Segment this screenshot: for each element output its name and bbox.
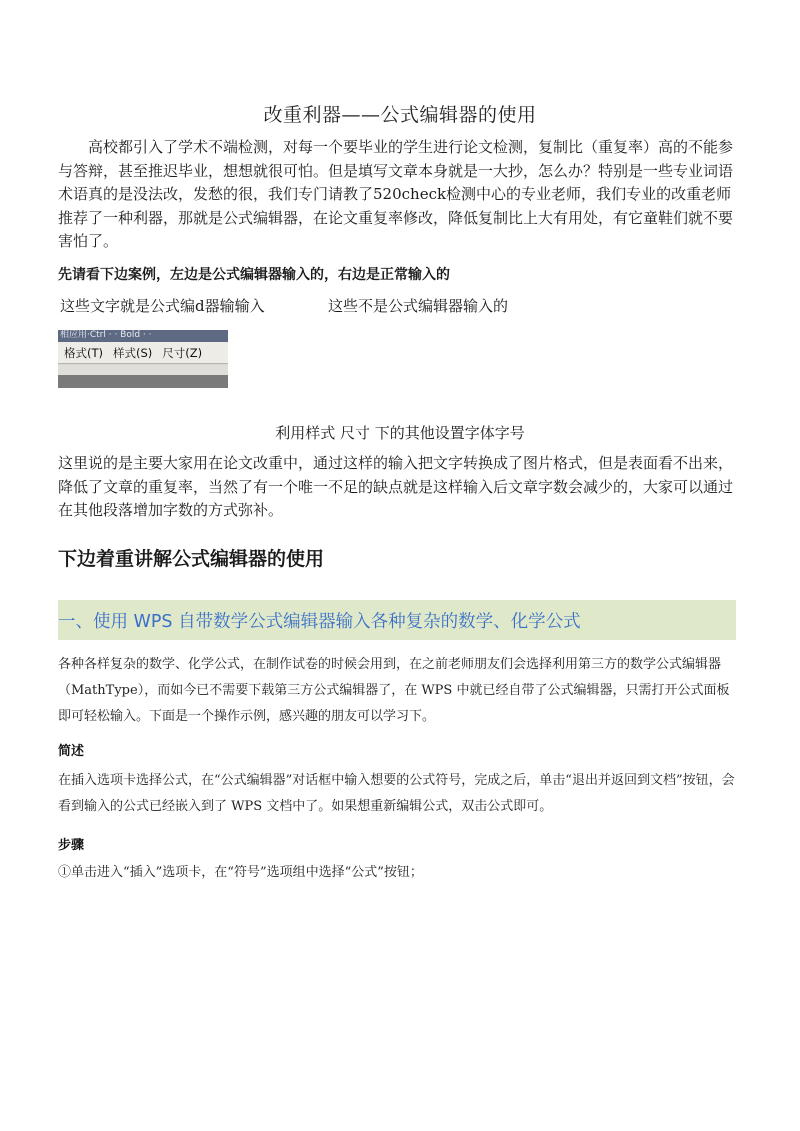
case-heading: 先请看下边案例，左边是公式编辑器输入的，右边是正常输入的 [58,267,450,283]
wps-heading-text: 一、使用 WPS 自带数学公式编辑器输入各种复杂的数学、化学公式 [58,611,581,632]
wps-intro-paragraph: 各种各样复杂的数学、化学公式，在制作试卷的时候会用到，在之前老师朋友们会选择利用第三方的数学公式编辑器（MathType），而如今已不需要下载第三方公式编辑器了，在 WPS 中就已经自带了公式编辑器，只需打开公式面板即可轻松输入。下面是一个操作示例，感兴趣的朋友可以学习下。 [58,657,730,724]
menu-item-format: 格式(T) [64,345,103,360]
overview-heading: 简述 [58,744,85,759]
formula-editor-toolbar-screenshot [58,330,228,388]
step-1-text: ①单击进入“插入”选项卡，在“符号”选项组中选择“公式”按钮； [58,865,423,880]
steps-heading: 步骤 [58,838,85,853]
overview-paragraph: 在插入选项卡选择公式，在“公式编辑器”对话框中输入想要的公式符号，完成之后，单击“退出并返回到文档”按钮，会看到输入的公式已经嵌入到了 WPS 文档中了。如果想重新编辑公式，双击公式即可。 [58,773,735,814]
toolbar-title-text: 相应用·Ctrl · · Bold · · [60,330,152,340]
toolbar-bottom-strip [58,375,228,388]
toolbar-blank-strip [58,365,228,375]
compare-right-text: 这些不是公式编辑器输入的 [328,297,509,315]
toolbar-title-strip [58,330,228,342]
menu-item-style: 样式(S) [113,345,153,360]
page-title: 改重利器——公式编辑器的使用 [263,104,537,126]
compare-left-text: 这些文字就是公式编d器输输入 [60,297,265,315]
image-caption: 利用样式 尺寸 下的其他设置字体字号 [275,424,525,442]
explanation-paragraph: 这里说的是主要大家用在论文改重中，通过这样的输入把文字转换成了图片格式，但是表面看不出来，降低了文章的重复率，当然了有一个唯一不足的缺点就是这样输入后文章字数会减少的，大家可以通过在其他段落增加字数的方式弥补。 [58,454,734,519]
toolbar-menu-bar [58,342,228,364]
menu-item-size: 尺寸(Z) [162,345,203,360]
wps-heading-box [58,600,736,640]
section-heading: 下边着重讲解公式编辑器的使用 [58,548,325,570]
intro-paragraph: 高校都引入了学术不端检测，对每一个要毕业的学生进行论文检测，复制比（重复率）高的不能参与答辩，甚至推迟毕业，想想就很可怕。但是填写文章本身就是一大抄，怎么办？特别是一些专业词语术语真的是没法改，发愁的很，我们专门请教了520check检测中心的专业老师，我们专业的改重老师推荐了一种利器，那就是公式编辑器，在论文重复率修改，降低复制比上大有用处，有它童鞋们就不要害怕了。 [58,138,734,250]
